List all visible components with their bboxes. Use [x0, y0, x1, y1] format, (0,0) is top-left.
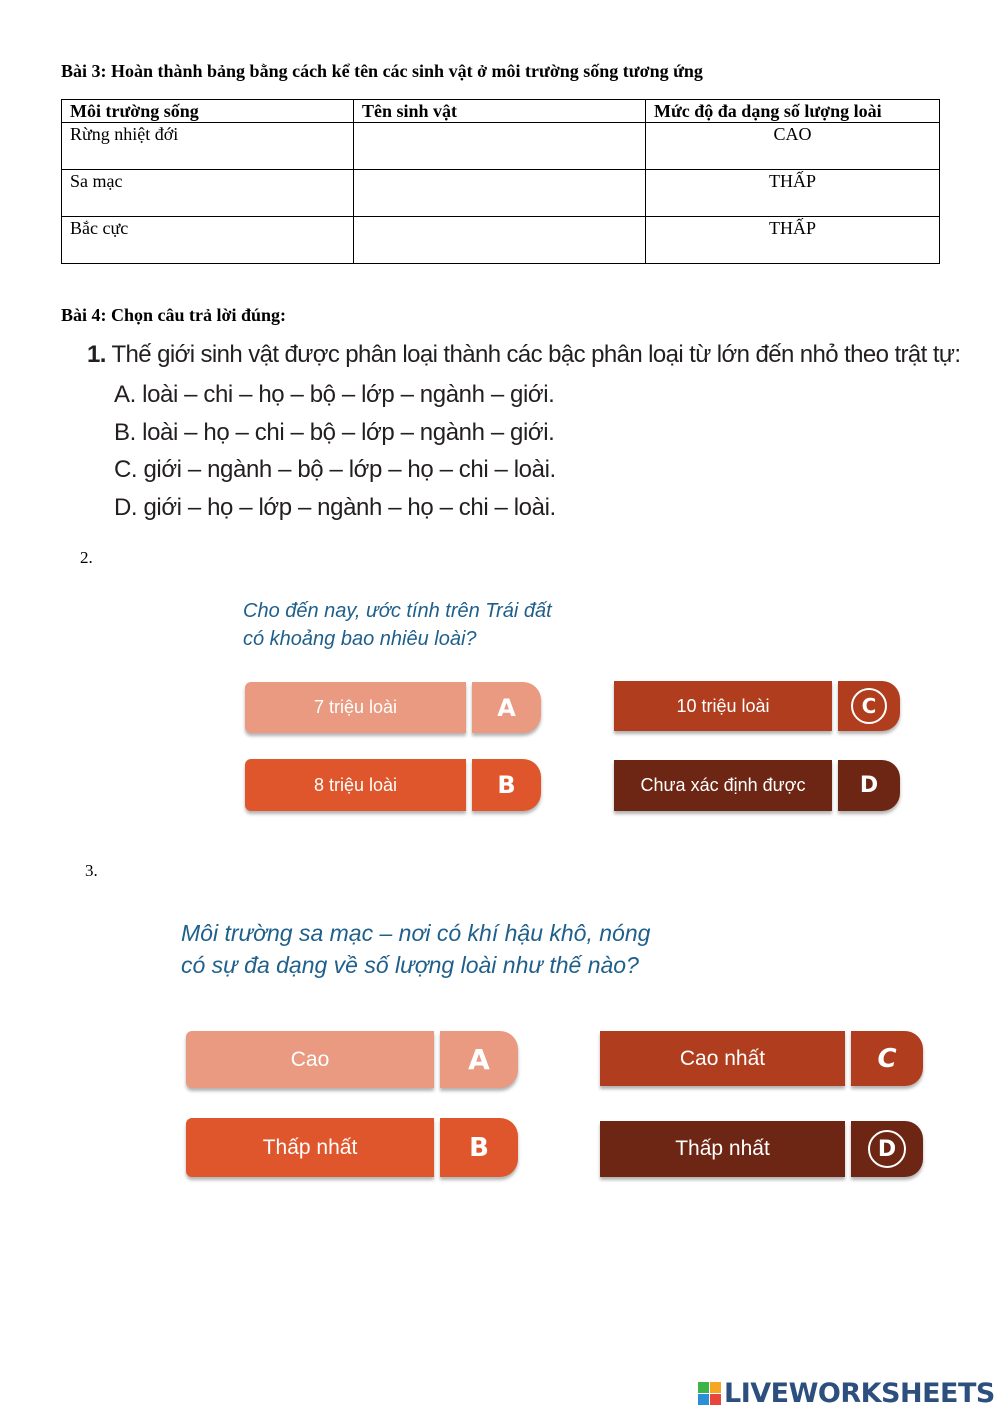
liveworksheets-logo	[698, 1378, 995, 1409]
q3-answer-b[interactable]	[186, 1118, 518, 1177]
question-2-line-2: có khoảng bao nhiêu loài?	[243, 628, 477, 650]
q3-answer-d[interactable]	[600, 1121, 923, 1177]
q3-answer-a-label: Cao	[186, 1031, 434, 1088]
diversity-cell: THẤP	[646, 217, 940, 264]
question-2-text	[243, 597, 552, 653]
organism-answer-cell[interactable]	[354, 123, 646, 170]
question-3-number: 3.	[85, 861, 98, 880]
q2-answer-d[interactable]	[614, 760, 900, 811]
question-1	[87, 341, 960, 369]
question-3-line-1: Môi trường sa mạc – nơi có khí hậu khô, nóng	[181, 920, 651, 946]
table-row	[62, 170, 940, 217]
q3-answer-a[interactable]	[186, 1031, 518, 1088]
q2-answer-a-key: A	[472, 682, 541, 733]
q2-answer-b-key: B	[472, 759, 541, 811]
diversity-cell: THẤP	[646, 170, 940, 217]
table-header-row	[62, 100, 940, 123]
question-1-number: 1.	[87, 341, 106, 368]
bai3-heading: Bài 3: Hoàn thành bảng bằng cách kể tên các sinh vật ở môi trường sống tương ứng	[61, 61, 703, 81]
q3-answer-d-label: Thấp nhất	[600, 1121, 845, 1177]
organism-answer-cell[interactable]	[354, 217, 646, 264]
env-cell: Sa mạc	[62, 170, 354, 217]
q3-answer-b-label: Thấp nhất	[186, 1118, 434, 1177]
q2-answer-d-label: Chưa xác định được	[614, 760, 832, 811]
logo-text: LIVEWORKSHEETS	[724, 1378, 995, 1409]
q2-answer-d-key: D	[838, 760, 900, 811]
q2-answer-c[interactable]	[614, 681, 900, 731]
question-2-number: 2.	[80, 548, 93, 567]
q3-answer-c-key: C	[851, 1031, 923, 1086]
q3-answer-c-label: Cao nhất	[600, 1031, 845, 1086]
question-2-line-1: Cho đến nay, ước tính trên Trái đất	[243, 600, 552, 622]
env-cell: Bắc cực	[62, 217, 354, 264]
q3-answer-d-key-circle: D	[868, 1130, 906, 1168]
q3-answer-a-key: A	[440, 1031, 518, 1088]
q2-answer-a-label: 7 triệu loài	[245, 682, 466, 733]
q2-answer-a[interactable]	[245, 682, 541, 733]
table-row	[62, 123, 940, 170]
q3-answer-b-key: B	[440, 1118, 518, 1177]
q2-answer-c-label: 10 triệu loài	[614, 681, 832, 731]
bai4-heading: Bài 4: Chọn câu trả lời đúng:	[61, 305, 286, 325]
column-header-environment: Môi trường sống	[62, 100, 354, 123]
diversity-cell: CAO	[646, 123, 940, 170]
question-3-text	[181, 917, 650, 981]
q2-answer-c-key-circle: C	[851, 688, 887, 724]
question-3-line-2: có sự đa dạng về số lượng loài như thế nào?	[181, 952, 639, 978]
q2-answer-c-key	[838, 681, 900, 731]
question-1-text: Thế giới sinh vật được phân loại thành các bậc phân loại từ lớn đến nhỏ theo trật tự:	[111, 341, 961, 368]
column-header-diversity: Mức độ đa dạng số lượng loài	[646, 100, 940, 123]
q3-answer-d-key	[851, 1121, 923, 1177]
question-1-option-a[interactable]: A. loài – chi – họ – bộ – lớp – ngành – giới.	[114, 381, 555, 408]
question-1-option-c[interactable]: C. giới – ngành – bộ – lớp – họ – chi – loài.	[114, 456, 556, 483]
question-1-option-d[interactable]: D. giới – họ – lớp – ngành – họ – chi – loài.	[114, 494, 556, 521]
column-header-organism: Tên sinh vật	[354, 100, 646, 123]
habitat-table	[61, 99, 940, 264]
q3-answer-c[interactable]	[600, 1031, 923, 1086]
organism-answer-cell[interactable]	[354, 170, 646, 217]
logo-mark-icon	[698, 1382, 721, 1405]
q2-answer-b[interactable]	[245, 759, 541, 811]
q2-answer-b-label: 8 triệu loài	[245, 759, 466, 811]
question-1-option-b[interactable]: B. loài – họ – chi – bộ – lớp – ngành – giới.	[114, 419, 555, 446]
table-row	[62, 217, 940, 264]
env-cell: Rừng nhiệt đới	[62, 123, 354, 170]
